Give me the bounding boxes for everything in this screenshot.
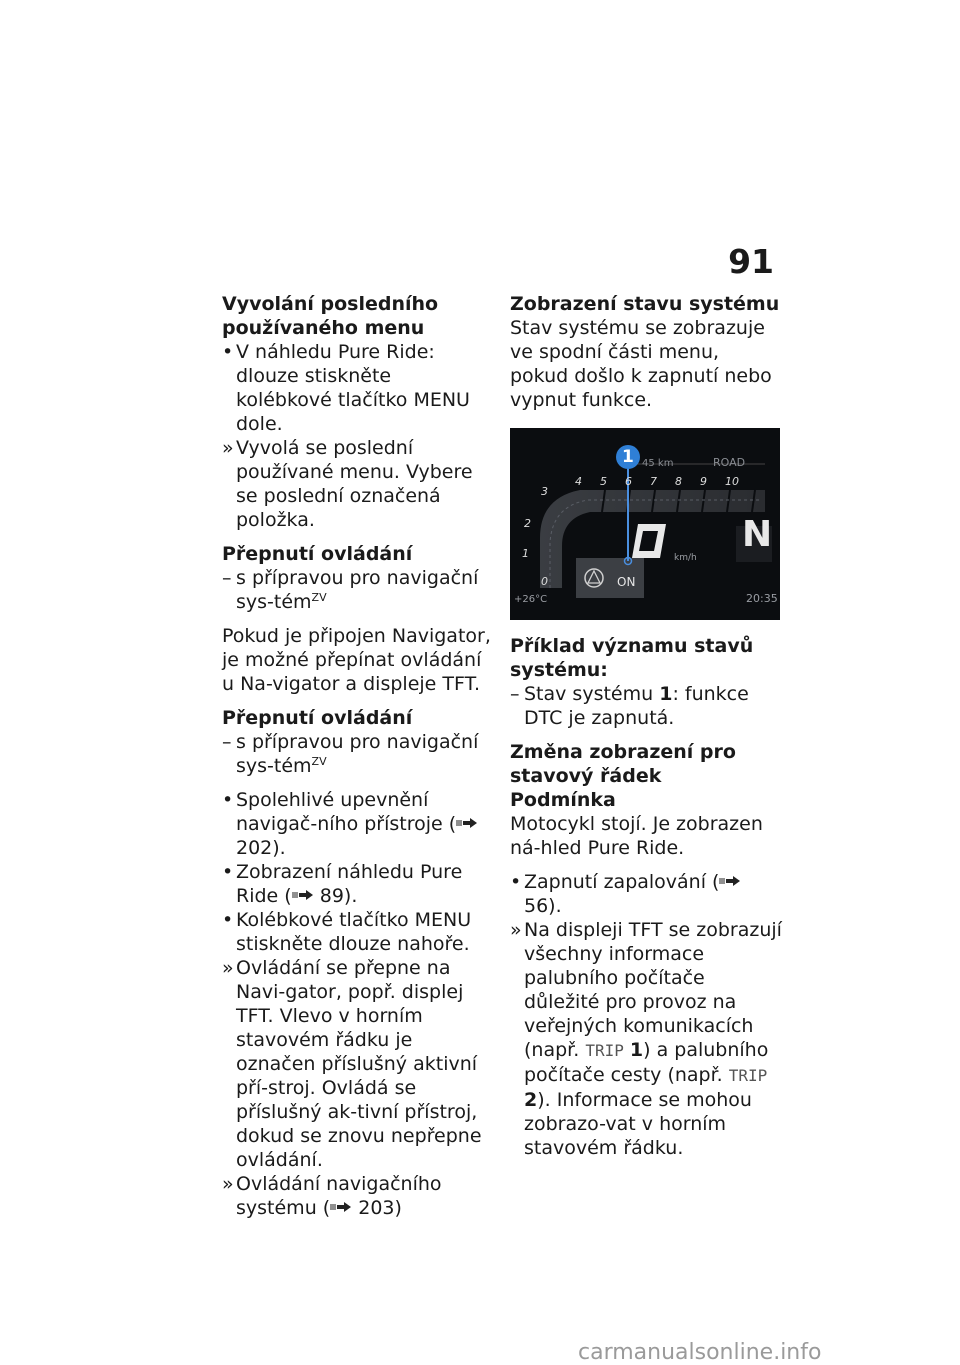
page-reference-arrow-icon xyxy=(456,818,478,828)
dash-item: – s přípravou pro navigační sys-tém$^{ZV}$ xyxy=(222,731,479,777)
rpm-tick-label: 0 xyxy=(541,575,548,588)
bullet-icon: • xyxy=(510,871,522,893)
heading-system-status: Zobrazení stavu systému xyxy=(510,293,780,315)
bullet-item: • Kolébkové tlačítko MENU stiskněte dlouze nahoře. xyxy=(222,909,472,955)
paragraph-condition: Motocykl stojí. Je zobrazen ná-hled Pure Ride. xyxy=(510,813,763,859)
system-status-value: ON xyxy=(617,575,636,589)
rpm-tick-label: 4 xyxy=(575,475,582,488)
footer-watermark: carmanualsonline.info xyxy=(578,1340,822,1365)
bullet-icon: • xyxy=(222,789,234,811)
dash-icon: – xyxy=(222,567,232,589)
heading-status-example: Příklad významu stavů systému: xyxy=(510,635,754,681)
rpm-tick-label: 9 xyxy=(700,475,707,488)
page-reference-arrow-icon xyxy=(719,876,741,886)
dash-item: – s přípravou pro navigační sys-tém$^{ZV}$ xyxy=(222,567,479,613)
rpm-tick-label: 2 xyxy=(524,517,531,530)
heading-recall-menu: Vyvolání posledního používaného menu xyxy=(222,293,439,339)
bullet-item: • Spolehlivé upevnění navigač-ního přístroje ( 202). xyxy=(222,788,492,860)
left-column xyxy=(222,292,492,1220)
result-icon: » xyxy=(222,437,234,459)
result-item: » Vyvolá se poslední používané menu. Vybere se poslední označená položka. xyxy=(222,437,473,531)
rpm-tick-label: 1 xyxy=(522,547,529,560)
rpm-scale xyxy=(570,470,780,486)
rpm-tick-label: 10 xyxy=(725,475,739,488)
page-reference-arrow-icon xyxy=(292,890,314,900)
result-icon: » xyxy=(222,1173,234,1195)
rpm-tick-label: 3 xyxy=(541,485,548,498)
result-item: » Ovládání se přepne na Navi-gator, popř. displej TFT. Vlevo v horním stavovém řádku je označen příslušný aktivní pří-stroj. Ovládá se příslušný ak-tivní přístroj, dokud se znovu nepřepne ovládání. xyxy=(222,957,482,1171)
rpm-tick-label: 7 xyxy=(650,475,657,488)
paragraph-status: Stav systému se zobrazuje ve spodní části menu, pokud došlo k zapnutí nebo vypnut funkce. xyxy=(510,317,772,411)
riding-mode: ROAD xyxy=(713,456,746,469)
tft-display-image xyxy=(510,428,780,620)
rpm-tick-label: 8 xyxy=(675,475,682,488)
dash-icon: – xyxy=(510,683,520,705)
result-icon: » xyxy=(510,919,522,941)
speed-unit: km/h xyxy=(674,553,697,563)
bullet-icon: • xyxy=(222,341,234,363)
heading-condition: Podmínka xyxy=(510,789,616,811)
callout-number: 1 xyxy=(622,447,634,467)
temperature: +26°C xyxy=(514,594,548,605)
right-column xyxy=(510,292,782,1160)
result-item: » Na displeji TFT se zobrazují všechny informace palubního počítače důležité pro provoz na veřejných komunikacích (např. TRIP 1) a palubního počítače cesty (např. TRIP 2). Informace se mohou zobrazo-vat v horním stavovém řádku. xyxy=(510,919,782,1159)
page-number: 91 xyxy=(728,242,774,281)
dash-item: – Stav systému 1: funkce DTC je zapnutá. xyxy=(510,683,749,729)
rpm-tick-label: 6 xyxy=(625,475,632,488)
page-reference-arrow-icon xyxy=(330,1202,352,1212)
bullet-item: • Zapnutí zapalování ( 56). xyxy=(510,870,782,918)
heading-switch-control: Přepnutí ovládání xyxy=(222,543,413,565)
paragraph-navigator: Pokud je připojen Navigator, je možné přepínat ovládání u Na-vigator a displeje TFT. xyxy=(222,625,491,695)
bullet-icon: • xyxy=(222,861,234,883)
bullet-item: • Zobrazení náhledu Pure Ride ( 89). xyxy=(222,861,463,907)
gear-indicator: N xyxy=(742,514,773,555)
bullet-icon: • xyxy=(222,909,234,931)
heading-change-statusbar: Změna zobrazení pro stavový řádek xyxy=(510,741,736,787)
odometer-value: 45 km xyxy=(642,458,674,469)
result-item: » Ovládání navigačního systému ( 203) xyxy=(222,1173,442,1219)
rpm-tick-label: 5 xyxy=(600,475,607,488)
result-icon: » xyxy=(222,957,234,979)
bullet-item: • V náhledu Pure Ride: dlouze stiskněte kolébkové tlačítko MENU dole. xyxy=(222,341,470,435)
clock: 20:35 xyxy=(746,592,778,605)
dash-icon: – xyxy=(222,731,232,753)
heading-switch-control-2: Přepnutí ovládání xyxy=(222,707,413,729)
